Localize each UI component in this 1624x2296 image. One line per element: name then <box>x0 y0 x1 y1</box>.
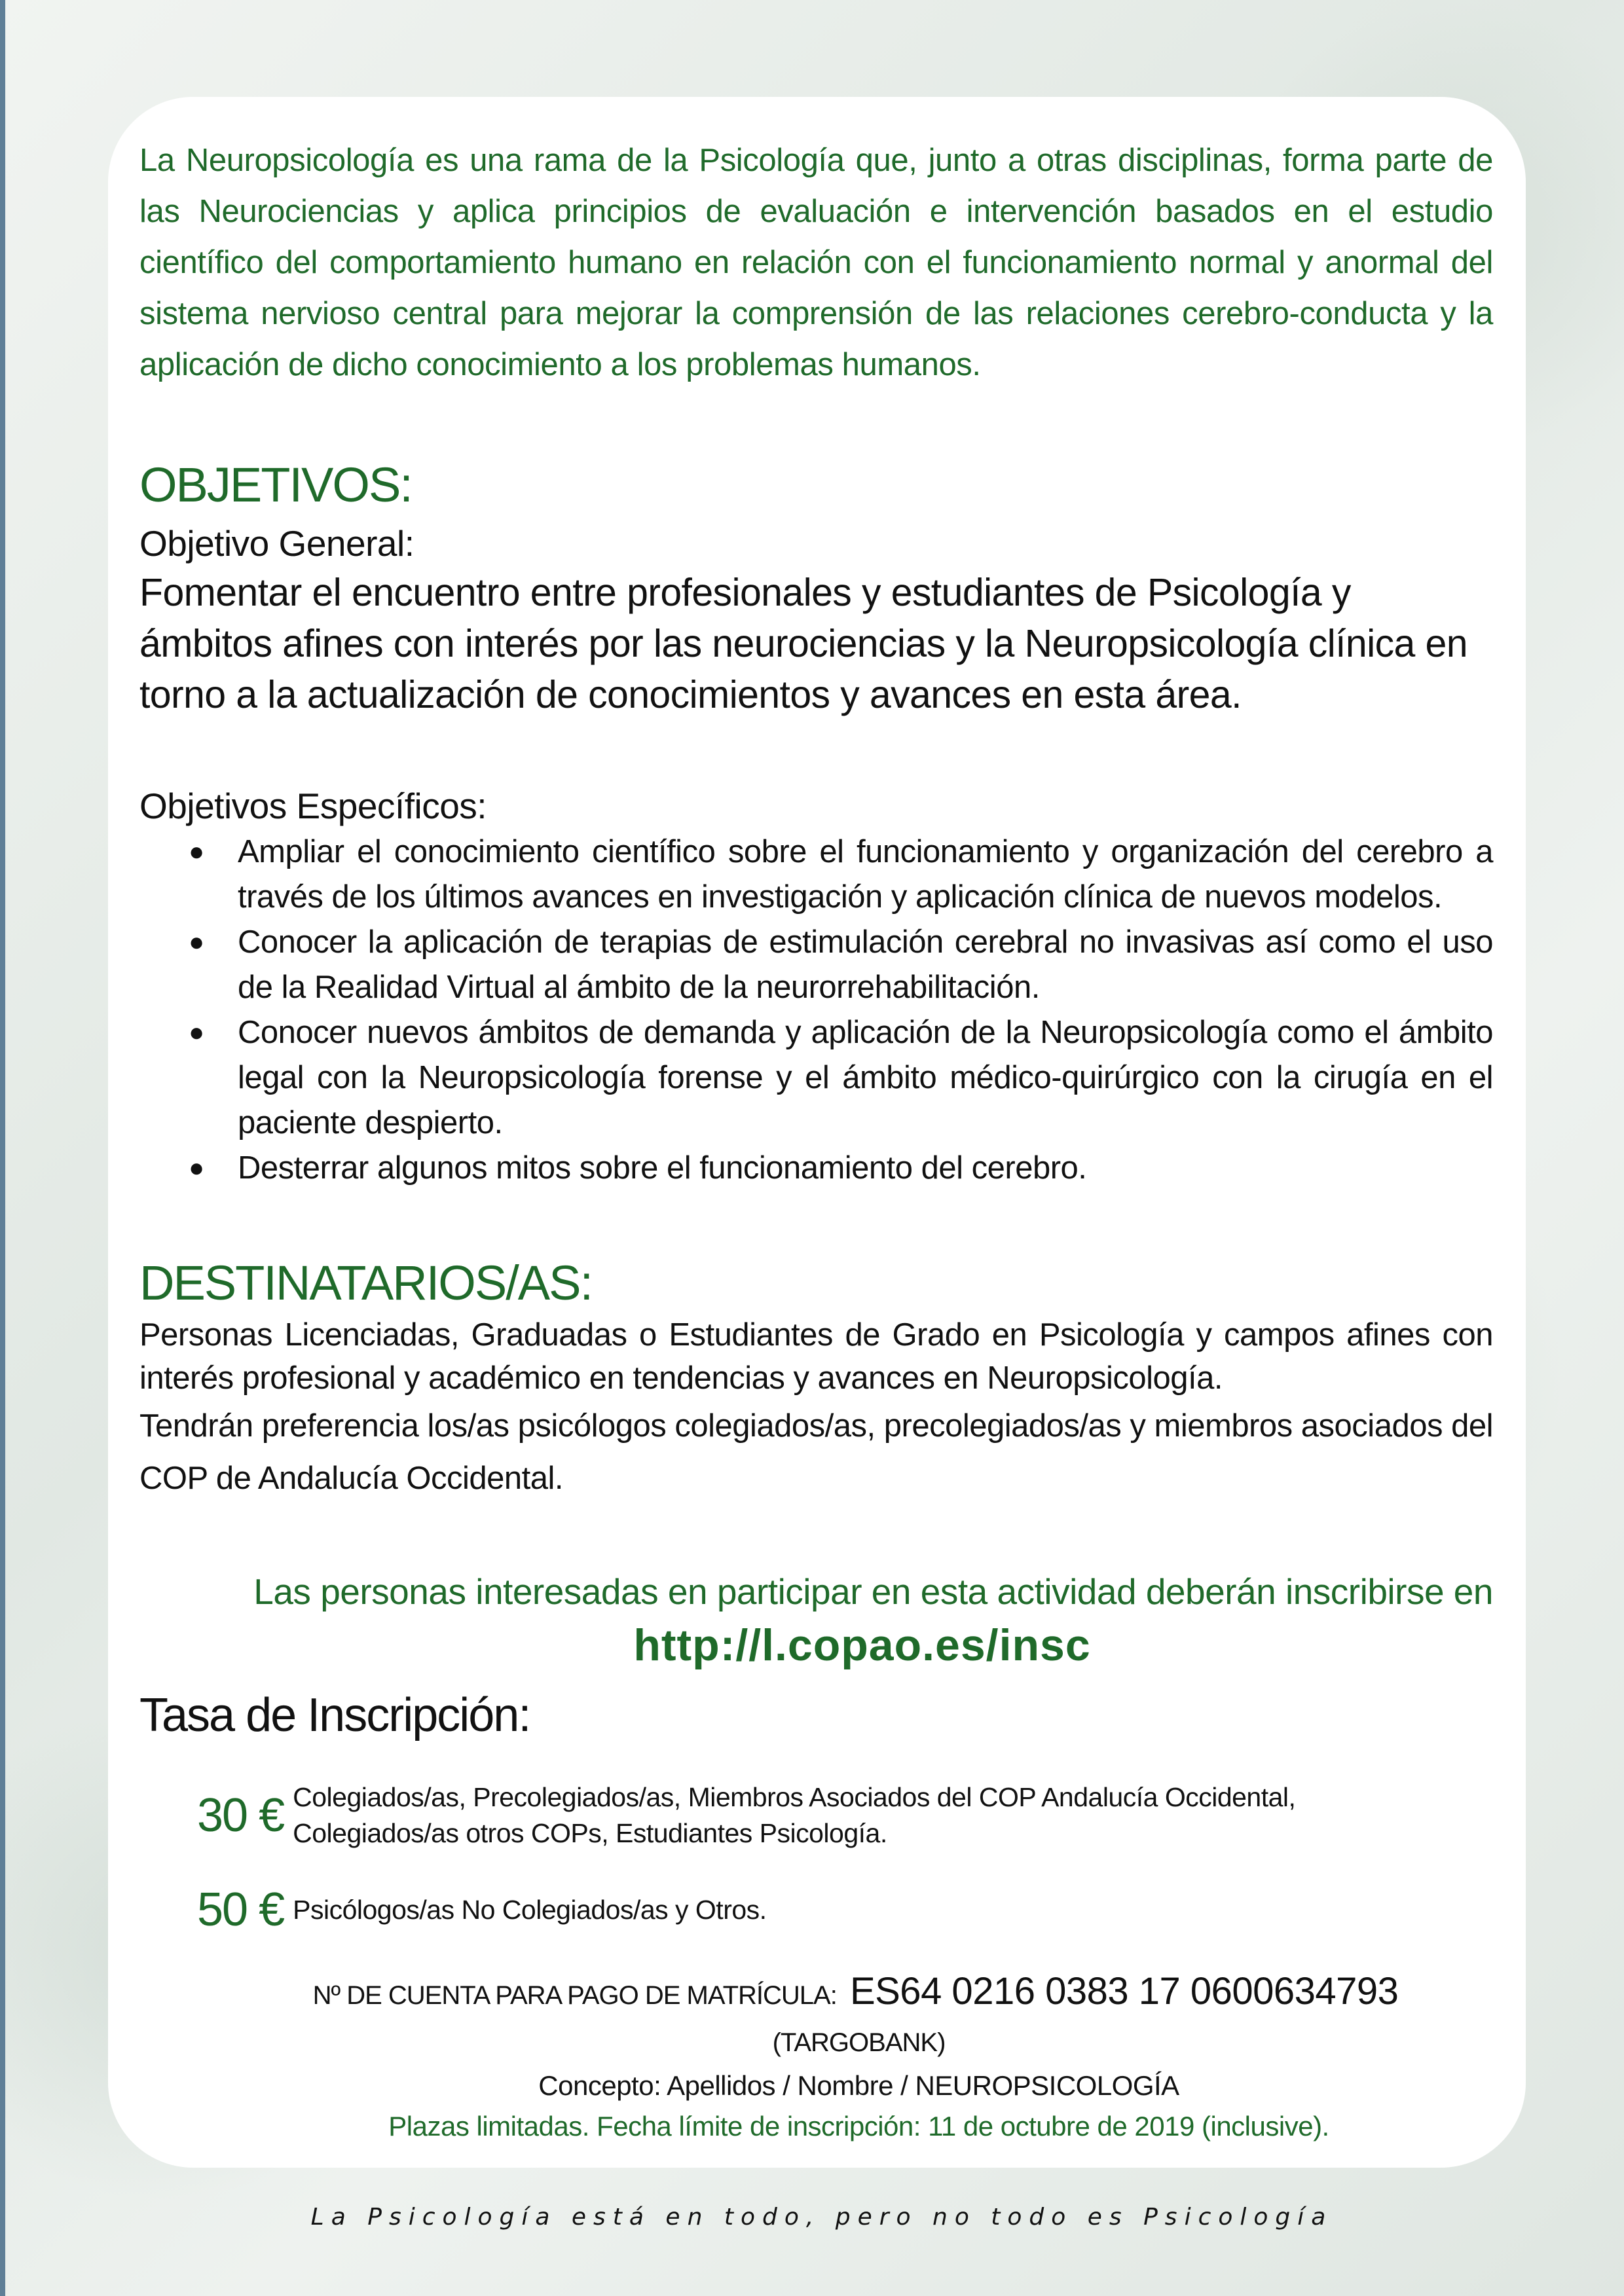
bullet-icon: ● <box>189 1018 204 1047</box>
list-item-text: Desterrar algunos mitos sobre el funcionamiento del cerebro. <box>238 1150 1087 1186</box>
objetivos-heading: OBJETIVOS: <box>139 458 412 512</box>
list-item <box>139 1146 1493 1191</box>
registration-link[interactable]: http://l.copao.es/insc <box>633 1620 1091 1670</box>
bullet-icon: ● <box>189 1154 204 1182</box>
fee-amount: 30 € <box>197 1789 284 1842</box>
fee-amount: 50 € <box>197 1884 284 1936</box>
list-item <box>139 1010 1493 1146</box>
registration-instruction: Las personas interesadas en participar en esta actividad deberán inscribirse en <box>253 1571 1493 1612</box>
fee-description <box>293 1892 766 1928</box>
bank-name: (TARGOBANK) <box>772 2028 946 2057</box>
objetivo-general-text: Fomentar el encuentro entre profesionales y estudiantes de Psicología y ámbitos afines con interés por las neurociencias y la Neuropsicología clínica en torno a la actualización de conocimientos y avances en esta área. <box>139 571 1467 716</box>
fee-row-30 <box>197 1779 1493 1851</box>
list-item-text: Ampliar el conocimiento científico sobre el funcionamiento y organización del cerebro a través de los últimos avances en investigación y aplicación clínica de nuevos modelos. <box>238 834 1493 915</box>
payment-account-line <box>139 1968 1493 2066</box>
payment-label: Nº DE CUENTA PARA PAGO DE MATRÍCULA: <box>312 1981 837 2010</box>
bullet-icon: ● <box>189 837 204 866</box>
destinatarios-heading: DESTINATARIOS/AS: <box>139 1256 593 1310</box>
list-item-text: Conocer la aplicación de terapias de estimulación cerebral no invasivas así como el uso de la Realidad Virtual al ámbito de la neurorrehabilitación. <box>238 924 1493 1005</box>
fee-description-line: Colegiados/as, Precolegiados/as, Miembros Asociados del COP Andalucía Occidental, <box>293 1782 1296 1812</box>
bullet-icon: ● <box>189 928 204 957</box>
destinatarios-text: Personas Licenciadas, Graduadas o Estudiantes de Grado en Psicología y campos afines con interés profesional y académico en tendencias y avances en Neuropsicología. <box>139 1317 1493 1396</box>
intro-paragraph: La Neuropsicología es una rama de la Psicología que, junto a otras disciplinas, forma parte de las Neurociencias y aplica principios de evaluación e intervención basados en el estudio científico del comportamiento humano en relación con el funcionamiento normal y anormal del sistema nervioso central para mejorar la comprensión de las relaciones cerebro-conducta y la aplicación de dicho conocimiento a los problemas humanos. <box>139 143 1493 382</box>
list-item <box>139 920 1493 1010</box>
payment-concept: Concepto: Apellidos / Nombre / NEUROPSICOLOGÍA <box>538 2070 1179 2101</box>
list-item-text: Conocer nuevos ámbitos de demanda y aplicación de la Neuropsicología como el ámbito legal con la Neuropsicología forense y el ámbito médico-quirúrgico con la cirugía en el paciente despierto. <box>238 1015 1493 1140</box>
fee-description-line: Colegiados/as otros COPs, Estudiantes Psicología. <box>293 1818 887 1848</box>
account-number: ES64 0216 0383 17 0600634793 <box>849 1970 1399 2013</box>
footer-motto: La Psicología está en todo, pero no todo es Psicología <box>310 2204 1333 2231</box>
fee-row-50 <box>197 1883 1493 1937</box>
objetivos-especificos-list <box>139 829 1493 1191</box>
fee-description <box>293 1779 1295 1851</box>
fee-title: Tasa de Inscripción: <box>139 1689 530 1741</box>
objetivo-general-label: Objetivo General: <box>139 523 415 564</box>
preferencia-text: Tendrán preferencia los/as psicólogos colegiados/as, precolegiados/as y miembros asociados del COP de Andalucía Occidental. <box>139 1408 1493 1496</box>
objetivos-especificos-label: Objetivos Específicos: <box>139 786 487 826</box>
content-card <box>108 97 1526 2168</box>
fee-description-line: Psicólogos/as No Colegiados/as y Otros. <box>293 1894 767 1925</box>
list-item <box>139 829 1493 920</box>
left-border-line <box>0 0 5 2296</box>
registration-deadline: Plazas limitadas. Fecha límite de inscripción: 11 de octubre de 2019 (inclusive). <box>388 2111 1329 2141</box>
